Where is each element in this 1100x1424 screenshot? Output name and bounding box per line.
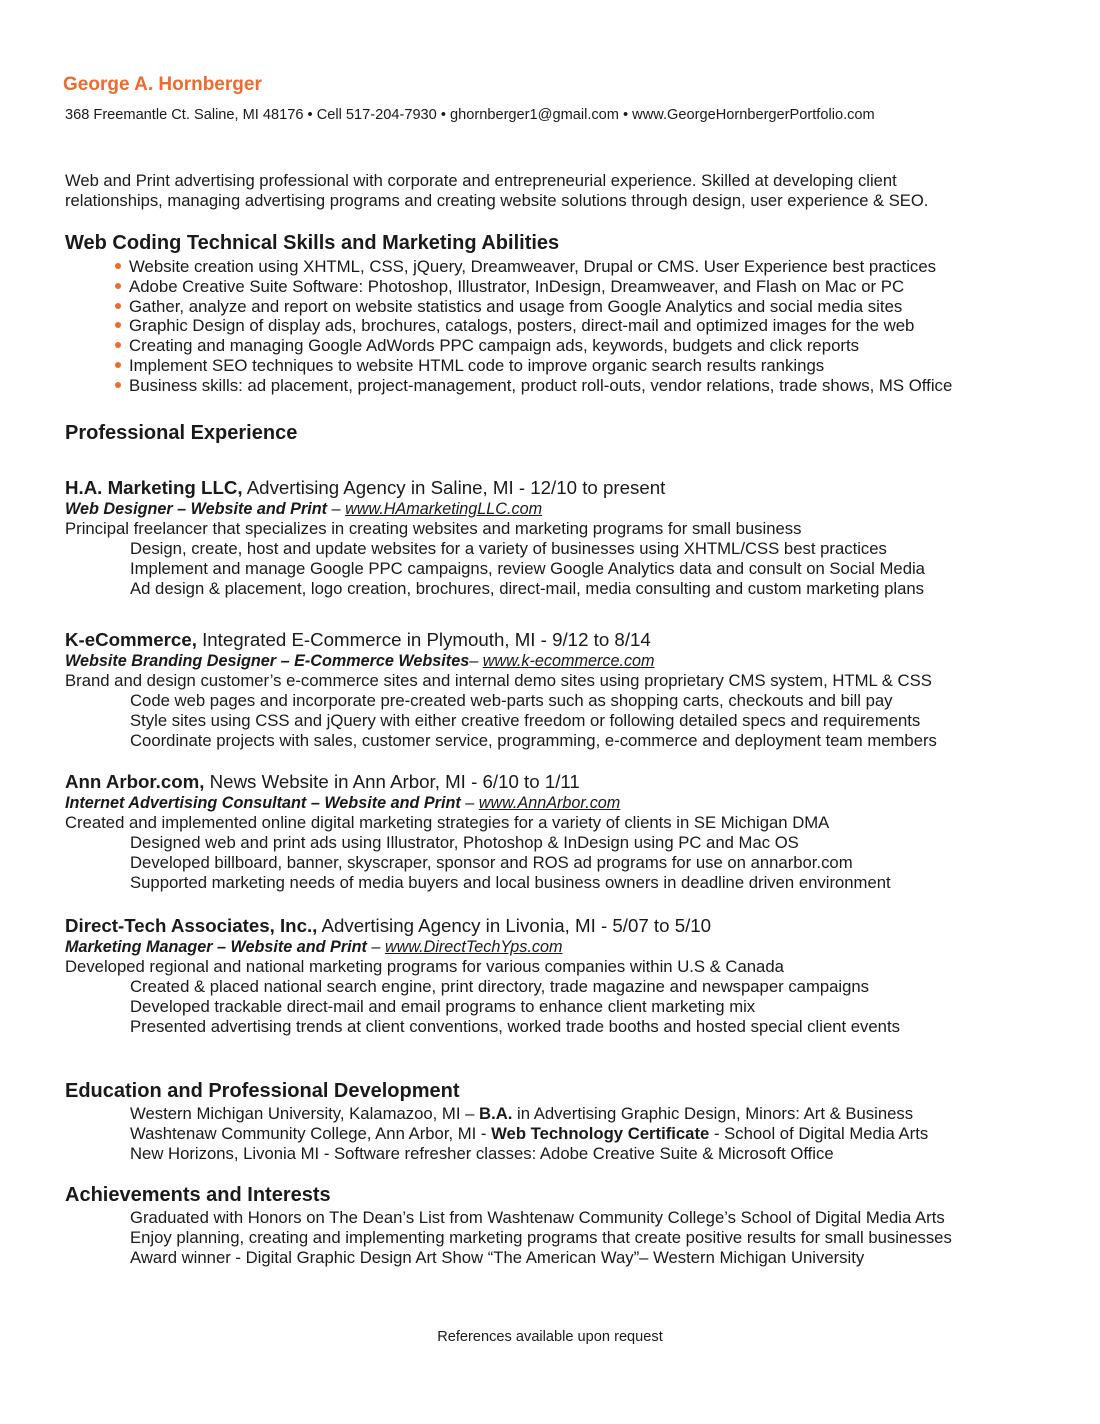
company-website-link[interactable]: www.HAmarketingLLC.com	[345, 500, 543, 518]
education-list	[130, 1104, 928, 1164]
bullet-icon	[115, 283, 121, 289]
company-name: Ann Arbor.com,	[65, 771, 205, 792]
bullet-icon	[115, 342, 121, 348]
job-summary: Created and implemented online digital marketing strategies for a variety of clients in SE Michigan DMA	[65, 813, 830, 832]
education-heading: Education and Professional Development	[65, 1080, 460, 1102]
job-role: Website Branding Designer – E-Commerce Websites– www.k-ecommerce.com	[65, 652, 655, 670]
skill-item: Website creation using XHTML, CSS, jQuery, Dreamweaver, Drupal or CMS. User Experience best practices	[112, 257, 952, 277]
achievements-heading: Achievements and Interests	[65, 1184, 331, 1206]
skill-item: Implement SEO techniques to website HTML code to improve organic search results rankings	[112, 356, 952, 376]
skills-list	[112, 257, 952, 396]
job-entry	[65, 629, 937, 751]
achievement-item: Graduated with Honors on The Dean’s List from Washtenaw Community College’s School of Digital Media Arts	[130, 1208, 945, 1227]
professional-summary	[65, 171, 928, 211]
skill-item: Gather, analyze and report on website statistics and usage from Google Analytics and social media sites	[112, 297, 952, 317]
company-website-link[interactable]: www.DirectTechYps.com	[384, 938, 563, 956]
achievement-item: Enjoy planning, creating and implementing marketing programs that create positive results for small businesses	[130, 1228, 952, 1247]
job-summary: Brand and design customer’s e-commerce sites and internal demo sites using proprietary CMS system, HTML & CSS	[65, 671, 932, 690]
job-entry	[65, 477, 925, 599]
job-header	[65, 629, 937, 651]
job-entry	[65, 771, 891, 893]
bullet-icon	[115, 322, 121, 328]
job-entry	[65, 915, 900, 1037]
job-duty: Code web pages and incorporate pre-created web-parts such as shopping carts, checkouts and bill pay	[130, 691, 893, 710]
skill-item: Business skills: ad placement, project-management, product roll-outs, vendor relations, trade shows, MS Office	[112, 376, 952, 396]
job-duty: Style sites using CSS and jQuery with either creative freedom or following detailed specs and requirements	[130, 711, 921, 730]
company-website-link[interactable]: www.k-ecommerce.com	[482, 652, 655, 670]
skill-item: Adobe Creative Suite Software: Photoshop, Illustrator, InDesign, Dreamweaver, and Flash on Mac or PC	[112, 277, 952, 297]
bullet-icon	[115, 382, 121, 388]
job-duty: Implement and manage Google PPC campaigns, review Google Analytics data and consult on Social Media	[130, 559, 925, 578]
achievements-list	[130, 1208, 952, 1268]
education-item: New Horizons, Livonia MI - Software refresher classes: Adobe Creative Suite & Microsoft Office	[130, 1144, 834, 1163]
job-summary: Developed regional and national marketing programs for various companies within U.S & Canada	[65, 957, 784, 976]
company-website-link[interactable]: www.AnnArbor.com	[478, 794, 621, 812]
job-header	[65, 477, 925, 499]
job-duty: Developed billboard, banner, skyscraper, sponsor and ROS ad programs for use on annarbor.com	[130, 853, 853, 872]
references-note: References available upon request	[437, 1329, 663, 1345]
company-description: Integrated E-Commerce in Plymouth, MI - 9/12 to 8/14	[196, 629, 651, 650]
summary-line: relationships, managing advertising programs and creating website solutions through design, user experience & SEO.	[65, 191, 929, 210]
job-role: Marketing Manager – Website and Print – www.DirectTechYps.com	[65, 938, 563, 956]
education-item: Washtenaw Community College, Ann Arbor, MI - Web Technology Certificate - School of Digital Media Arts	[130, 1124, 929, 1143]
job-role: Web Designer – Website and Print – www.HAmarketingLLC.com	[65, 500, 543, 518]
education-item: Western Michigan University, Kalamazoo, MI – B.A. in Advertising Graphic Design, Minors: Art & Business	[130, 1104, 914, 1123]
job-summary: Principal freelancer that specializes in creating websites and marketing programs for small business	[65, 519, 802, 538]
job-duty: Developed trackable direct-mail and email programs to enhance client marketing mix	[130, 997, 756, 1016]
achievement-item: Award winner - Digital Graphic Design Art Show “The American Way”– Western Michigan University	[130, 1248, 865, 1267]
experience-heading: Professional Experience	[65, 422, 298, 444]
skill-item: Graphic Design of display ads, brochures, catalogs, posters, direct-mail and optimized images for the web	[112, 316, 952, 336]
job-duty: Created & placed national search engine, print directory, trade magazine and newspaper campaigns	[130, 977, 870, 996]
job-duty: Presented advertising trends at client conventions, worked trade booths and hosted special client events	[130, 1017, 900, 1036]
company-description: News Website in Ann Arbor, MI - 6/10 to 1/11	[204, 771, 580, 792]
bullet-icon	[115, 303, 121, 309]
job-role: Internet Advertising Consultant – Website and Print – www.AnnArbor.com	[65, 794, 621, 812]
skill-item: Creating and managing Google AdWords PPC campaign ads, keywords, budgets and click reports	[112, 336, 952, 356]
job-header	[65, 771, 891, 793]
company-name: K-eCommerce,	[65, 629, 197, 650]
job-duty: Coordinate projects with sales, customer service, programming, e-commerce and deployment team members	[130, 731, 937, 750]
summary-line: Web and Print advertising professional with corporate and entrepreneurial experience. Skilled at developing client	[65, 171, 897, 190]
job-duty: Designed web and print ads using Illustrator, Photoshop & InDesign using PC and Mac OS	[130, 833, 799, 852]
bullet-icon	[115, 362, 121, 368]
company-name: Direct-Tech Associates, Inc.,	[65, 915, 318, 936]
skills-heading: Web Coding Technical Skills and Marketing Abilities	[65, 232, 560, 254]
bullet-icon	[115, 263, 121, 269]
company-name: H.A. Marketing LLC,	[65, 477, 243, 498]
job-duty: Design, create, host and update websites for a variety of businesses using XHTML/CSS best practices	[130, 539, 887, 558]
job-header	[65, 915, 900, 937]
applicant-name: George A. Hornberger	[63, 74, 262, 95]
company-description: Advertising Agency in Livonia, MI - 5/07 to 5/10	[317, 915, 712, 936]
job-duty: Supported marketing needs of media buyers and local business owners in deadline driven environment	[130, 873, 891, 892]
company-description: Advertising Agency in Saline, MI - 12/10 to present	[242, 477, 666, 498]
contact-line: 368 Freemantle Ct. Saline, MI 48176 • Cell 517-204-7930 • ghornberger1@gmail.com • www.GeorgeHornbergerPortfolio.com	[65, 107, 875, 123]
job-duty: Ad design & placement, logo creation, brochures, direct-mail, media consulting and custom marketing plans	[130, 579, 924, 598]
